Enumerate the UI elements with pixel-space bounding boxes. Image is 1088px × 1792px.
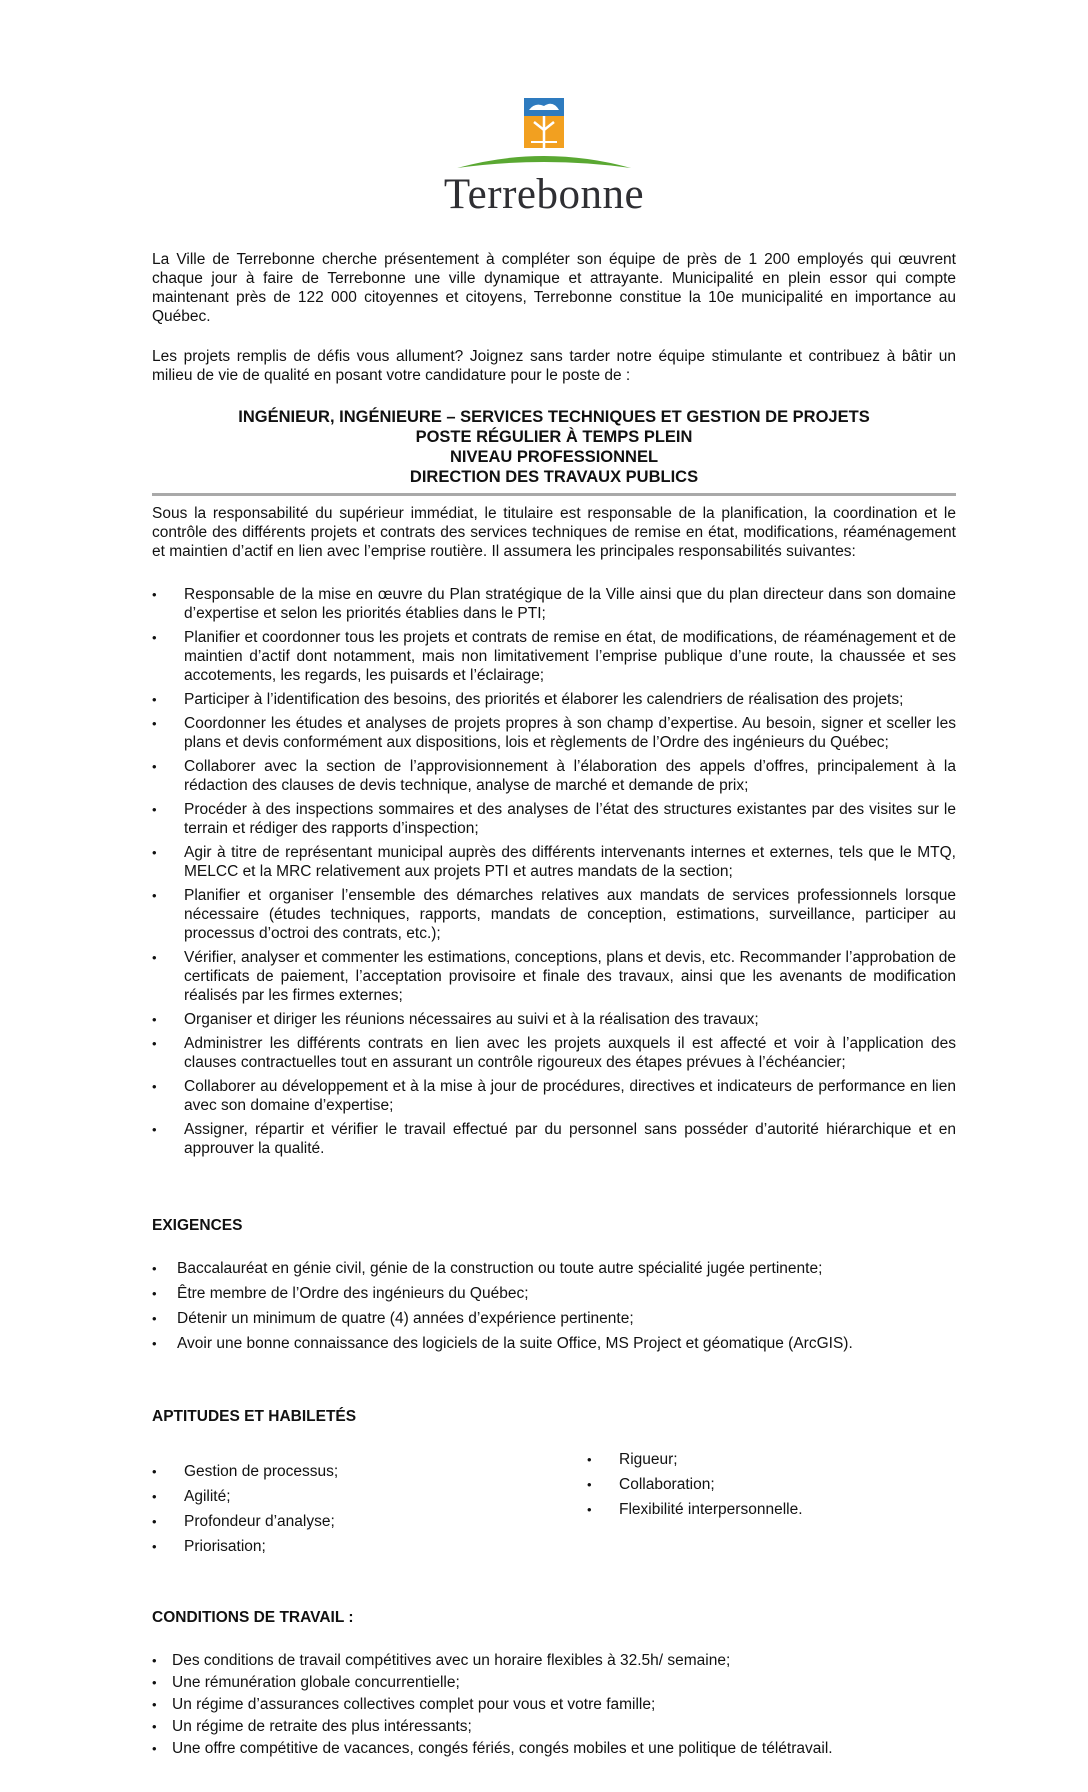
list-item: • Priorisation;: [152, 1537, 338, 1556]
skills-columns: [152, 1450, 956, 1555]
position-type: POSTE RÉGULIER À TEMPS PLEIN: [415, 428, 693, 446]
list-item: • Agir à titre de représentant municipal auprès des différents intervenants internes et externes, tels que le MTQ, MELCC et la MRC relativement aux projets PTI et autres mandats de la section;: [152, 843, 956, 881]
terrebonne-logo: [0, 96, 1088, 218]
list-item: • Profondeur d’analyse;: [152, 1512, 338, 1531]
list-item: • Rigueur;: [587, 1450, 803, 1469]
list-item: • Une rémunération globale concurrentielle;: [152, 1673, 956, 1692]
list-item: • Un régime de retraite des plus intéressants;: [152, 1717, 956, 1736]
skills-list-right: [587, 1450, 803, 1525]
call-to-action-paragraph: Les projets remplis de défis vous allument? Joignez sans tarder notre équipe stimulante et contribuez à bâtir un milieu de vie de qualité en posant votre candidature pour le poste de :: [152, 348, 956, 384]
list-item: • Vérifier, analyser et commenter les estimations, conceptions, plans et devis, etc. Recommander l’approbation de certificats de paiement, l’acceptation provisoire et finale des travaux, ainsi que les avenants de modification réalisés par les firmes externes;: [152, 948, 956, 1005]
main-content: [152, 250, 956, 1761]
requirements-list: [152, 1259, 956, 1353]
list-item: • Collaborer avec la section de l’approvisionnement à l’élaboration des appels d’offres, principalement à la rédaction des clauses de devis technique, analyse de marché et demande de prix;: [152, 757, 956, 795]
skills-heading: APTITUDES ET HABILETÉS: [152, 1408, 357, 1425]
list-item: • Être membre de l’Ordre des ingénieurs du Québec;: [152, 1284, 956, 1303]
list-item: • Des conditions de travail compétitives avec un horaire flexibles à 32.5h/ semaine;: [152, 1651, 956, 1670]
list-item: • Procéder à des inspections sommaires et des analyses de l’état des structures existantes par des visites sur le terrain et rédiger des rapports d’inspection;: [152, 800, 956, 838]
department: DIRECTION DES TRAVAUX PUBLICS: [409, 468, 699, 486]
list-item: • Participer à l’identification des besoins, des priorités et élaborer les calendriers de réalisation des projets;: [152, 690, 956, 709]
job-title-block: [152, 407, 956, 487]
logo-wordmark: Terrebonne: [443, 171, 645, 218]
list-item: • Administrer les différents contrats en lien avec les projets auxquels il est affecté et voir à l’application des clauses contractuelles tout en assurant un contrôle rigoureux des étapes prévues à l’échéancier;: [152, 1034, 956, 1072]
list-item: • Responsable de la mise en œuvre du Plan stratégique de la Ville ainsi que du plan directeur dans son domaine d’expertise et selon les priorités établies dans le PTI;: [152, 585, 956, 623]
city-emblem-icon: [449, 96, 639, 176]
list-item: • Un régime d’assurances collectives complet pour vous et votre famille;: [152, 1695, 956, 1714]
list-item: • Une offre compétitive de vacances, congés fériés, congés mobiles et une politique de télétravail.: [152, 1739, 956, 1758]
list-item: • Organiser et diriger les réunions nécessaires au suivi et à la réalisation des travaux;: [152, 1010, 956, 1029]
list-item: • Planifier et organiser l’ensemble des démarches relatives aux mandats de services professionnels lorsque nécessaire (études techniques, rapports, mandats de conception, estimations, surveillance, participer au processus d’octroi des contrats, etc.);: [152, 886, 956, 943]
requirements-heading: EXIGENCES: [152, 1217, 243, 1234]
skills-list-left: [152, 1462, 338, 1562]
duties-list: [152, 585, 956, 1158]
job-title: INGÉNIEUR, INGÉNIEURE – SERVICES TECHNIQUES ET GESTION DE PROJETS: [238, 408, 870, 426]
list-item: • Gestion de processus;: [152, 1462, 338, 1481]
list-item: • Assigner, répartir et vérifier le travail effectué par du personnel sans posséder d’autorité hiérarchique et en approuver la qualité.: [152, 1120, 956, 1158]
list-item: • Collaborer au développement et à la mise à jour de procédures, directives et indicateurs de performance en lien avec son domaine d’expertise;: [152, 1077, 956, 1115]
list-item: • Baccalauréat en génie civil, génie de la construction ou toute autre spécialité jugée pertinente;: [152, 1259, 956, 1278]
intro-paragraph: La Ville de Terrebonne cherche présentement à compléter son équipe de près de 1 200 employés qui œuvrent chaque jour à faire de Terrebonne une ville dynamique et attrayante. Municipalité en plein essor qui compte maintenant près de 122 000 citoyennes et citoyens, Terrebonne constitue la 10e municipalité en importance au Québec.: [152, 251, 956, 325]
conditions-heading: CONDITIONS DE TRAVAIL :: [152, 1609, 354, 1626]
list-item: • Planifier et coordonner tous les projets et contrats de remise en état, de modifications, de réaménagement et de maintien d’actif dont notamment, mais non limitativement l’emprise publique d’une route, la chaussée et ses accotements, les regards, les puisards et l’éclairage;: [152, 628, 956, 685]
list-item: • Flexibilité interpersonnelle.: [587, 1500, 803, 1519]
summary-paragraph: Sous la responsabilité du supérieur immédiat, le titulaire est responsable de la planification, la coordination et le contrôle des différents projets et contrats des services techniques de remise en état, modifications, réaménagement et maintien d’actif en lien avec l’emprise routière. Il assumera les principales responsabilités suivantes:: [152, 505, 956, 560]
list-item: • Détenir un minimum de quatre (4) années d’expérience pertinente;: [152, 1309, 956, 1328]
position-level: NIVEAU PROFESSIONNEL: [449, 448, 659, 466]
conditions-list: [152, 1651, 956, 1758]
list-item: • Coordonner les études et analyses de projets propres à son champ d’expertise. Au besoin, signer et sceller les plans et devis conformément aux dispositions, lois et règlements de l’Ordre des ingénieurs du Québec;: [152, 714, 956, 752]
list-item: • Collaboration;: [587, 1475, 803, 1494]
list-item: • Agilité;: [152, 1487, 338, 1506]
list-item: • Avoir une bonne connaissance des logiciels de la suite Office, MS Project et géomatique (ArcGIS).: [152, 1334, 956, 1353]
section-divider: [152, 493, 956, 496]
